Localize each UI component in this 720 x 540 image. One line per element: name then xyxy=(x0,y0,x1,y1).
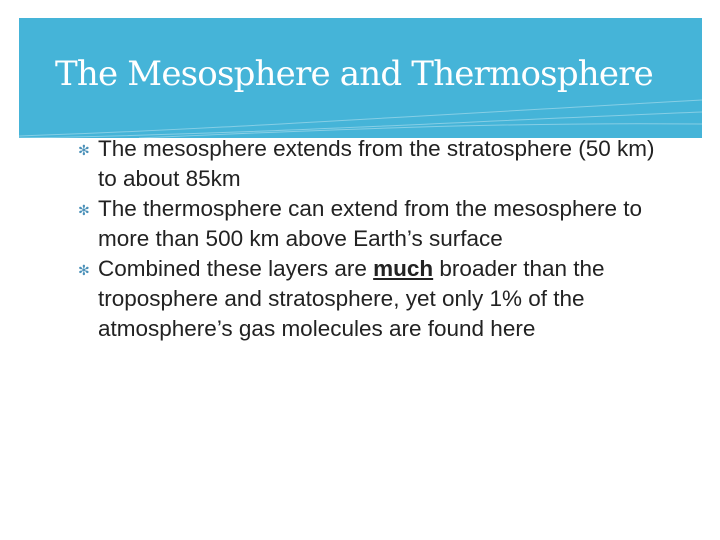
bullet-list xyxy=(78,134,678,344)
bullet-text: The mesosphere extends from the stratosphere (50 km) to about 85km xyxy=(98,136,655,191)
bullet-item xyxy=(78,254,678,344)
title-band xyxy=(19,18,702,138)
emphasized-word: much xyxy=(373,256,434,281)
bullet-item xyxy=(78,194,678,254)
bullet-text-after: broader than the troposphere and stratosphere, yet only 1% of the atmosphere’s gas molecules are found here xyxy=(98,256,605,341)
asterisk-icon: ✻ xyxy=(78,262,90,278)
bullet-text-before: Combined these layers are xyxy=(98,256,374,281)
bullet-text: The thermosphere can extend from the mesosphere to more than 500 km above Earth’s surface xyxy=(98,196,643,251)
slide-title: The Mesosphere and Thermosphere xyxy=(55,54,653,94)
bullet-item xyxy=(78,134,678,194)
asterisk-icon: ✻ xyxy=(78,202,90,218)
asterisk-icon: ✻ xyxy=(78,142,90,158)
